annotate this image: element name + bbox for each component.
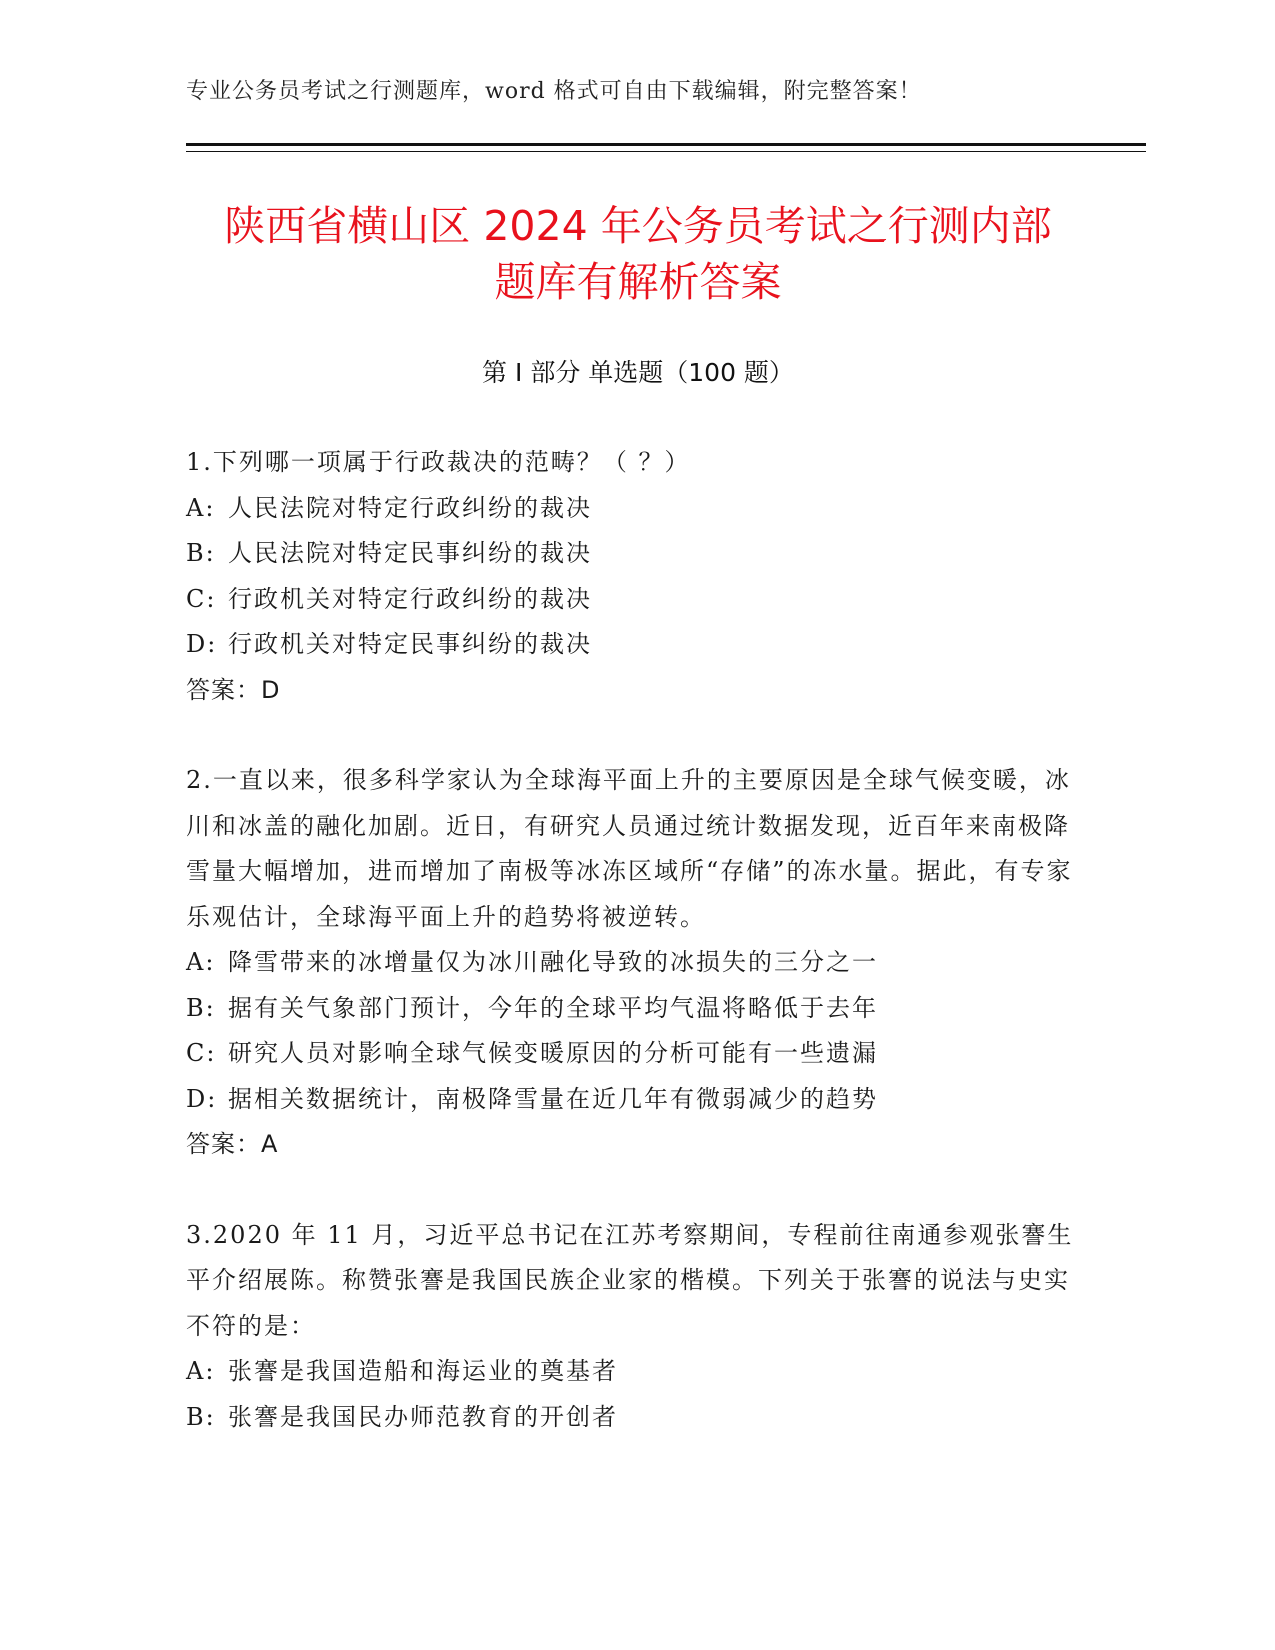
- document-title: [186, 198, 1090, 310]
- option-text: 张謇是我国造船和海运业的奠基者: [228, 1357, 618, 1385]
- document-title-line-1: 陕西省横山区 2024 年公务员考试之行测内部: [224, 202, 1052, 250]
- option-text: 行政机关对特定行政纠纷的裁决: [228, 584, 592, 613]
- option-letter: D:: [186, 1084, 218, 1113]
- option-d: [186, 622, 1090, 668]
- option-d: [186, 1077, 1090, 1123]
- option-b: [186, 986, 1090, 1032]
- section-heading: 第 I 部分 单选题（100 题）: [482, 358, 794, 387]
- question-2: [186, 758, 1090, 1168]
- question-1: [186, 440, 1090, 713]
- header-rule-thin: [186, 151, 1146, 152]
- option-text: 据有关气象部门预计，今年的全球平均气温将略低于去年: [228, 993, 878, 1022]
- header-note: 专业公务员考试之行测题库，word 格式可自由下载编辑，附完整答案！: [186, 79, 922, 104]
- option-letter: B:: [186, 993, 216, 1022]
- option-text: 降雪带来的冰增量仅为冰川融化导致的冰损失的三分之一: [228, 948, 878, 976]
- question-stem: 1.下列哪一项属于行政裁决的范畴？（ ？）: [186, 448, 691, 476]
- question-stem: 2.一直以来，很多科学家认为全球海平面上升的主要原因是全球气候变暖，冰川和冰盖的融化加剧。近日，有研究人员通过统计数据发现，近百年来南极降雪量大幅增加，进而增加了南极等冰冻区域所“存储”的冻水量。据此，有专家乐观估计，全球海平面上升的趋势将被逆转。: [186, 766, 1073, 931]
- option-b: [186, 1395, 1090, 1441]
- option-text: 行政机关对特定民事纠纷的裁决: [228, 630, 592, 658]
- option-a: [186, 1349, 1090, 1395]
- option-text: 人民法院对特定行政纠纷的裁决: [228, 493, 592, 522]
- answer-label: 答案：: [186, 675, 261, 704]
- option-text: 据相关数据统计，南极降雪量在近几年有微弱减少的趋势: [228, 1084, 878, 1113]
- question-3: [186, 1213, 1090, 1441]
- option-letter: A:: [186, 948, 216, 976]
- option-letter: C:: [186, 584, 217, 613]
- option-letter: B:: [186, 539, 216, 567]
- question-stem: 3.2020 年 11 月，习近平总书记在江苏考察期间，专程前往南通参观张謇生平介绍展陈。称赞张謇是我国民族企业家的楷模。下列关于张謇的说法与史实不符的是：: [186, 1220, 1074, 1340]
- option-b: [186, 531, 1090, 577]
- option-c: [186, 577, 1090, 623]
- answer-value: D: [261, 675, 281, 704]
- option-text: 研究人员对影响全球气候变暖原因的分析可能有一些遗漏: [228, 1039, 878, 1067]
- question-list: [186, 440, 1090, 1485]
- document-title-line-2: 题库有解析答案: [494, 258, 782, 306]
- answer-value: A: [261, 1130, 279, 1158]
- option-c: [186, 1031, 1090, 1077]
- option-letter: B:: [186, 1402, 216, 1431]
- header-rule-thick: [186, 143, 1146, 146]
- option-text: 张謇是我国民办师范教育的开创者: [228, 1402, 618, 1431]
- option-letter: A:: [186, 1357, 216, 1385]
- option-letter: C:: [186, 1039, 217, 1067]
- option-text: 人民法院对特定民事纠纷的裁决: [228, 539, 592, 567]
- option-letter: A:: [186, 493, 216, 522]
- answer-label: 答案：: [186, 1130, 261, 1158]
- option-a: [186, 940, 1090, 986]
- answer-line: [186, 668, 1090, 714]
- option-letter: D:: [186, 630, 218, 658]
- answer-line: [186, 1122, 1090, 1168]
- option-a: [186, 486, 1090, 532]
